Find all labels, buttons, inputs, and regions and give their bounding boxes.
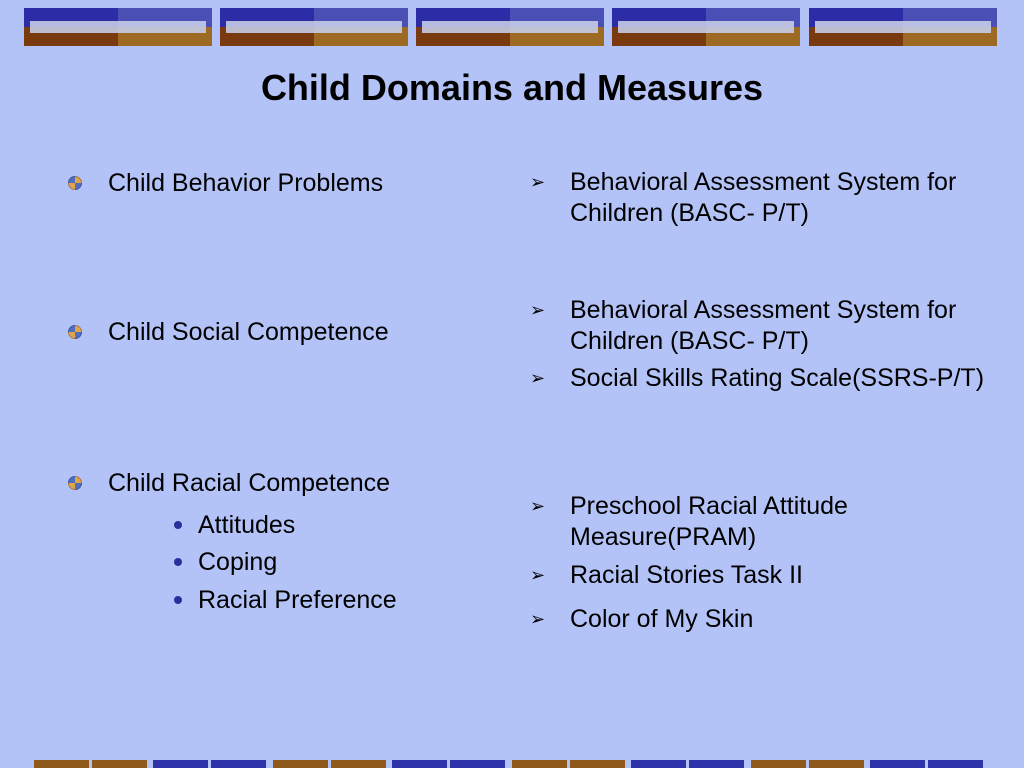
domain-item-racial-competence [68, 468, 397, 619]
sub-domain-label: Coping [198, 548, 278, 577]
measure-item [530, 167, 990, 229]
pinwheel-bullet-icon [68, 176, 82, 190]
arrowhead-bullet-icon: ➢ [530, 172, 546, 192]
banner-block [612, 8, 800, 46]
measure-label: Color of My Skin [570, 605, 754, 633]
bottom-decorative-bar [34, 760, 984, 768]
measure-item [530, 491, 990, 553]
measure-label: Racial Stories Task II [570, 561, 803, 589]
sub-domain-item [174, 506, 397, 544]
domain-item-social-competence [68, 317, 389, 347]
sub-domain-item [174, 544, 397, 582]
domain-label: Child Behavior Problems [108, 169, 384, 197]
banner-block [220, 8, 408, 46]
dot-bullet-icon [174, 558, 182, 566]
sub-domain-label: Attitudes [198, 510, 296, 539]
sub-domain-item [174, 581, 397, 619]
measure-item [530, 560, 990, 591]
banner-block [809, 8, 997, 46]
slide-title: Child Domains and Measures [260, 67, 764, 108]
measure-label: Social Skills Rating Scale(SSRS-P/T) [570, 364, 985, 392]
sub-domain-list [68, 506, 397, 619]
domain-item-behavior-problems [68, 168, 383, 198]
measure-item [530, 363, 990, 394]
pinwheel-bullet-icon [68, 325, 82, 339]
measure-label: Preschool Racial Attitude Measure(PRAM) [570, 492, 848, 551]
dot-bullet-icon [174, 596, 182, 604]
measure-item [530, 604, 990, 635]
domain-label: Child Social Competence [108, 318, 389, 346]
domain-label: Child Racial Competence [108, 469, 391, 497]
banner-block [24, 8, 212, 46]
arrowhead-bullet-icon: ➢ [530, 609, 546, 629]
dot-bullet-icon [174, 521, 182, 529]
arrowhead-bullet-icon: ➢ [530, 496, 546, 516]
measure-label: Behavioral Assessment System for Children (BASC- P/T) [570, 296, 957, 355]
top-decorative-banner [24, 8, 997, 46]
banner-block [416, 8, 604, 46]
measure-label: Behavioral Assessment System for Children (BASC- P/T) [570, 168, 957, 227]
measure-item [530, 295, 990, 357]
sub-domain-label: Racial Preference [198, 585, 397, 614]
arrowhead-bullet-icon: ➢ [530, 300, 546, 320]
pinwheel-bullet-icon [68, 476, 82, 490]
arrowhead-bullet-icon: ➢ [530, 565, 546, 585]
arrowhead-bullet-icon: ➢ [530, 368, 546, 388]
